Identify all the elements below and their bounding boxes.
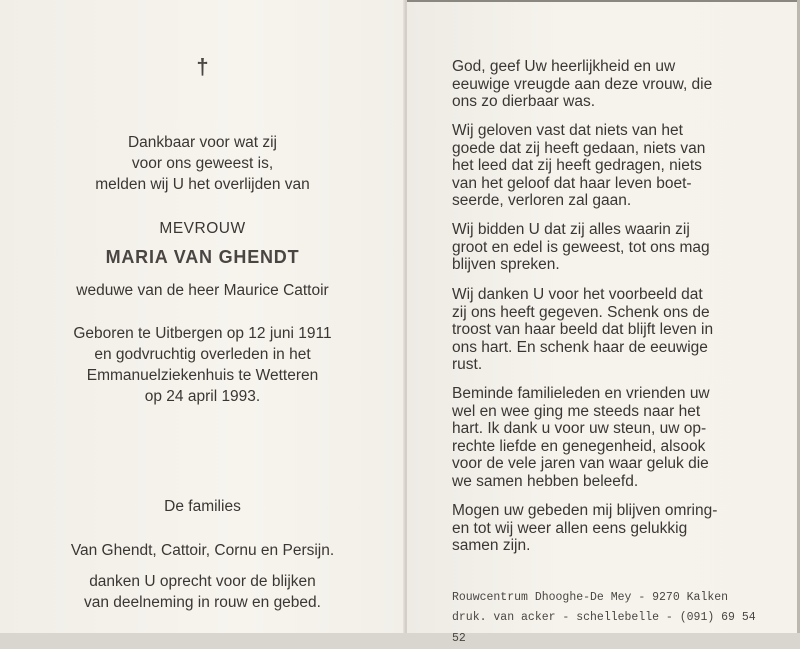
- verse-line: Wij danken U voor het voorbeeld dat: [452, 286, 703, 303]
- verse-line: ons hart. En schenk haar de eeuwige: [452, 338, 708, 356]
- birth-line: en godvruchtig overleden in het: [94, 346, 311, 363]
- verse-line: hart. Ik dank u voor uw steun, uw op-: [452, 420, 707, 437]
- card-top-edge: [407, 0, 800, 2]
- thanks-line: van deelneming in rouw en gebed.: [84, 594, 321, 611]
- verse: [452, 221, 792, 274]
- verse-line: rechte liefde en genegenheid, alsook: [452, 437, 706, 455]
- verse-line: troost van haar beeld dat blijft leven in: [452, 321, 714, 338]
- verse-line: eeuwige vreugde aan deze vrouw, die: [452, 75, 713, 93]
- intro-line: voor ons geweest is,: [131, 155, 274, 172]
- verse-line: wel en wee ging me steeds naar het: [452, 402, 701, 420]
- birth-death-text: [0, 323, 405, 407]
- birth-line: op 24 april 1993.: [144, 388, 261, 405]
- intro-line: melden wij U het overlijden van: [95, 176, 310, 193]
- widow-line: weduwe van de heer Maurice Cattoir: [76, 282, 329, 299]
- right-panel: [407, 0, 800, 645]
- birth-line: Geboren te Uitbergen op 12 juni 1911: [73, 325, 332, 342]
- verse-line: van het geloof dat haar leven boet-: [452, 174, 692, 192]
- left-panel: [0, 0, 405, 633]
- intro-line: Dankbaar voor wat zij: [127, 134, 278, 151]
- verse-line: rust.: [452, 356, 483, 373]
- verse: [452, 502, 792, 555]
- verse-line: groot en edel is geweest, tot ons mag: [452, 238, 710, 256]
- verse-line: Wij geloven vast dat niets van het: [452, 122, 683, 139]
- verse-line: Wij bidden U dat zij alles waarin zij: [452, 221, 690, 238]
- verse-line: Beminde familieleden en vrienden uw: [452, 385, 710, 402]
- verse: [452, 385, 792, 490]
- verse-line: blijven spreken.: [452, 256, 560, 273]
- verse-line: samen zijn.: [452, 537, 531, 554]
- families-title: De families: [164, 498, 241, 515]
- verse-line: goede dat zij heeft gedaan, niets van: [452, 139, 706, 157]
- birth-line: Emmanuelziekenhuis te Wetteren: [86, 367, 319, 384]
- verse-line: we samen hebben beleefd.: [452, 472, 639, 490]
- verse-line: Mogen uw gebeden mij blijven omring-: [452, 502, 718, 519]
- families-names: Van Ghendt, Cattoir, Cornu en Persijn.: [70, 542, 335, 559]
- verse: [452, 122, 792, 210]
- verse-line: ons zo dierbaar was.: [452, 93, 596, 110]
- verse-line: het leed dat zij heeft gedragen, niets: [452, 157, 702, 174]
- deceased-name: MARIA VAN GHENDT: [105, 247, 300, 267]
- funeral-home-line: Rouwcentrum Dhooghe-De Mey - 9270 Kalken: [452, 591, 729, 604]
- cross-icon: †: [196, 54, 209, 79]
- thanks-line: danken U oprecht voor de blijken: [89, 573, 316, 590]
- verse-line: seerde, verloren zal gaan.: [452, 192, 632, 209]
- verse-line: zij ons heeft gegeven. Schenk ons de: [452, 303, 710, 321]
- verse-line: en tot wij weer allen eens gelukkig: [452, 519, 688, 537]
- intro-text: [0, 132, 405, 195]
- printer-line: druk. van acker - schellebelle - (091) 69 54 52: [452, 611, 756, 645]
- thanks-text: [0, 571, 405, 613]
- honorific-title: MEVROUW: [159, 220, 246, 237]
- verse: [452, 286, 792, 374]
- verse: [452, 58, 792, 111]
- verse-line: God, geef Uw heerlijkheid en uw: [452, 58, 676, 75]
- verse-line: voor de vele jaren van waar geluk die: [452, 455, 709, 472]
